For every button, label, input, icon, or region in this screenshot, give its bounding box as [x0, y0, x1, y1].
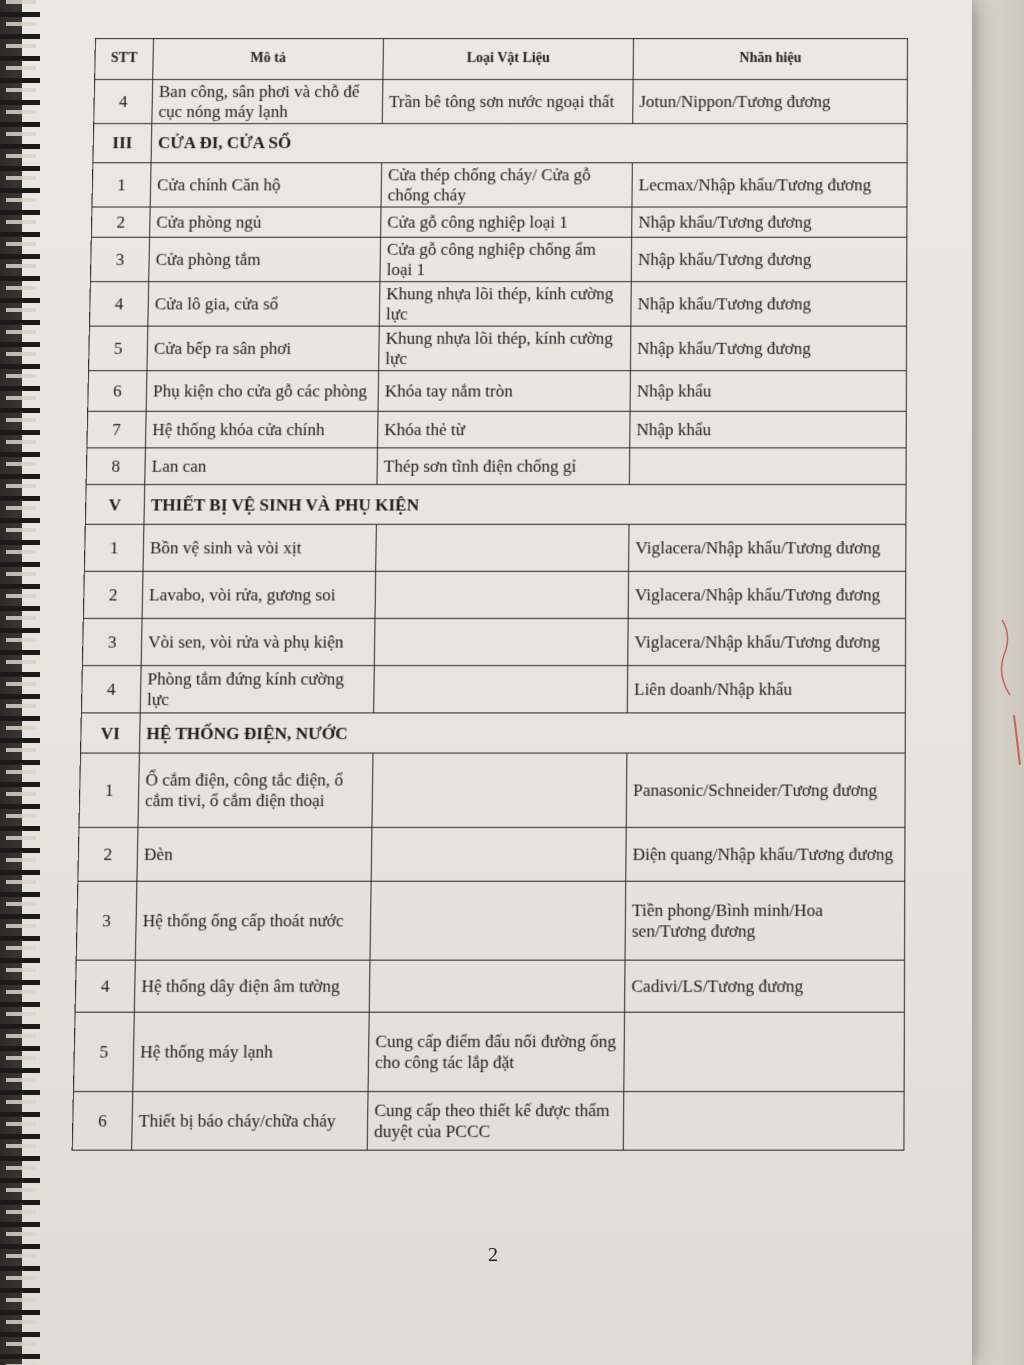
row-brand [624, 1013, 905, 1092]
row-material [370, 882, 626, 961]
row-stt: 3 [82, 619, 142, 666]
section-number: III [93, 124, 152, 163]
section-title: CỬA ĐI, CỬA SỔ [151, 124, 907, 163]
row-material: Cửa gỗ công nghiệp loại 1 [381, 207, 632, 237]
row-material: Cửa gỗ công nghiệp chống ẩm loại 1 [380, 237, 632, 281]
table-row [90, 237, 906, 281]
header-stt: STT [95, 38, 154, 79]
section-number: V [85, 485, 144, 525]
spec-table-container [72, 38, 915, 1151]
row-stt: 7 [87, 412, 146, 449]
row-material: Cung cấp điểm đấu nối đường ống cho công tác lắp đặt [368, 1013, 624, 1092]
row-description: Ban công, sân phơi và chỗ để cục nóng máy lạnh [152, 80, 383, 124]
row-material [371, 828, 626, 882]
table-row [79, 754, 905, 828]
row-description: Cửa phòng ngủ [150, 207, 381, 237]
row-brand: Nhập khẩu/Tương đương [631, 237, 907, 281]
row-material: Khóa thẻ từ [377, 412, 630, 449]
row-brand: Nhập khẩu [630, 412, 907, 449]
row-material [375, 572, 629, 619]
row-stt: 4 [81, 666, 141, 713]
table-row [82, 619, 905, 666]
row-stt: 2 [91, 207, 150, 237]
table-row [76, 882, 905, 961]
row-stt: 5 [89, 327, 148, 372]
table-row [78, 828, 905, 882]
stamp-mark [992, 615, 1022, 765]
row-brand: Panasonic/Schneider/Tương đương [626, 754, 905, 828]
row-stt: 1 [92, 163, 151, 207]
section-row [85, 485, 906, 525]
row-stt: 1 [79, 754, 139, 828]
row-stt: 6 [72, 1092, 133, 1151]
row-brand: Tiền phong/Bình minh/Hoa sen/Tương đương [625, 882, 905, 961]
row-description: Cửa chính Căn hộ [150, 163, 381, 207]
row-brand: Liên doanh/Nhập khẩu [627, 666, 905, 713]
row-description: Cửa bếp ra sân phơi [147, 327, 379, 372]
row-description: Thiết bị báo cháy/chữa cháy [132, 1092, 368, 1151]
row-description: Bồn vệ sinh và vòi xịt [143, 525, 376, 572]
spiral-binding-rings [6, 0, 36, 1365]
table-row [86, 448, 906, 485]
row-brand: Cadivi/LS/Tương đương [625, 961, 905, 1013]
row-material: Cửa thép chống cháy/ Cửa gỗ chống cháy [381, 163, 632, 207]
row-stt: 2 [83, 572, 143, 619]
row-material: Khóa tay nắm tròn [378, 371, 630, 412]
row-brand [629, 448, 906, 485]
row-stt: 4 [89, 282, 148, 327]
row-brand: Nhập khẩu/Tương đương [632, 207, 907, 237]
row-description: Đèn [137, 828, 372, 882]
row-material [374, 619, 628, 666]
section-row [81, 713, 906, 753]
table-row [92, 163, 907, 207]
header-description: Mô tả [153, 38, 384, 79]
table-row [94, 80, 908, 124]
row-description: Cửa lô gia, cửa sổ [148, 282, 380, 327]
row-description: Phòng tắm đứng kính cường lực [140, 666, 374, 713]
table-row [91, 207, 907, 237]
row-material: Cung cấp theo thiết kế được thẩm duyệt của PCCC [367, 1092, 624, 1151]
table-row [81, 666, 905, 713]
row-stt: 3 [90, 237, 149, 281]
row-material [369, 961, 625, 1013]
spec-table [72, 38, 908, 1151]
row-material [376, 525, 629, 572]
row-stt: 2 [78, 828, 138, 882]
section-row [93, 124, 907, 163]
table-row [72, 1092, 904, 1151]
row-stt: 8 [86, 448, 145, 485]
table-row [73, 1013, 904, 1092]
row-brand: Viglacera/Nhập khẩu/Tương đương [628, 572, 906, 619]
row-description: Cửa phòng tắm [149, 237, 381, 281]
header-brand: Nhãn hiệu [633, 38, 907, 79]
table-header-row [95, 38, 908, 79]
row-stt: 4 [94, 80, 153, 124]
row-material: Khung nhựa lõi thép, kính cường lực [379, 327, 631, 372]
row-description: Ổ cắm điện, công tắc điện, ổ cắm tivi, ổ cắm điện thoại [138, 754, 373, 828]
row-brand: Jotun/Nippon/Tương đương [633, 80, 908, 124]
row-material: Thép sơn tĩnh điện chống gỉ [377, 448, 630, 485]
row-description: Hệ thống dây điện âm tường [134, 961, 370, 1013]
row-stt: 3 [76, 882, 137, 961]
table-row [75, 961, 904, 1013]
table-row [83, 572, 905, 619]
row-material: Trần bê tông sơn nước ngoại thất [382, 80, 633, 124]
page-number: 2 [488, 1244, 498, 1266]
table-row [88, 371, 907, 412]
row-stt: 5 [73, 1013, 134, 1092]
row-stt: 4 [75, 961, 135, 1013]
section-title: THIẾT BỊ VỆ SINH VÀ PHỤ KIỆN [144, 485, 906, 525]
row-description: Lan can [145, 448, 378, 485]
header-material: Loại Vật Liệu [383, 38, 634, 79]
row-material [374, 666, 628, 713]
row-description: Vòi sen, vòi rửa và phụ kiện [141, 619, 375, 666]
row-description: Hệ thống máy lạnh [133, 1013, 369, 1092]
table-row [84, 525, 906, 572]
row-brand: Viglacera/Nhập khẩu/Tương đương [628, 619, 906, 666]
table-row [89, 282, 906, 327]
row-brand: Viglacera/Nhập khẩu/Tương đương [629, 525, 906, 572]
row-brand: Nhập khẩu/Tương đương [630, 327, 906, 372]
row-description: Phụ kiện cho cửa gỗ các phòng [146, 371, 378, 412]
section-number: VI [81, 713, 141, 753]
table-body [72, 80, 907, 1151]
row-description: Hệ thống ống cấp thoát nước [135, 882, 371, 961]
row-brand: Điện quang/Nhập khẩu/Tương đương [626, 828, 905, 882]
row-material [372, 754, 627, 828]
table-row [87, 412, 906, 449]
table-row [89, 327, 907, 372]
row-brand [623, 1092, 904, 1151]
row-description: Lavabo, vòi rửa, gương soi [142, 572, 376, 619]
row-material: Khung nhựa lõi thép, kính cường lực [379, 282, 631, 327]
row-description: Hệ thống khóa cửa chính [145, 412, 378, 449]
section-title: HỆ THỐNG ĐIỆN, NƯỚC [139, 713, 905, 753]
row-brand: Nhập khẩu/Tương đương [631, 282, 907, 327]
row-stt: 1 [84, 525, 144, 572]
row-brand: Nhập khẩu [630, 371, 906, 412]
row-brand: Lecmax/Nhập khẩu/Tương đương [632, 163, 907, 207]
row-stt: 6 [88, 371, 147, 412]
